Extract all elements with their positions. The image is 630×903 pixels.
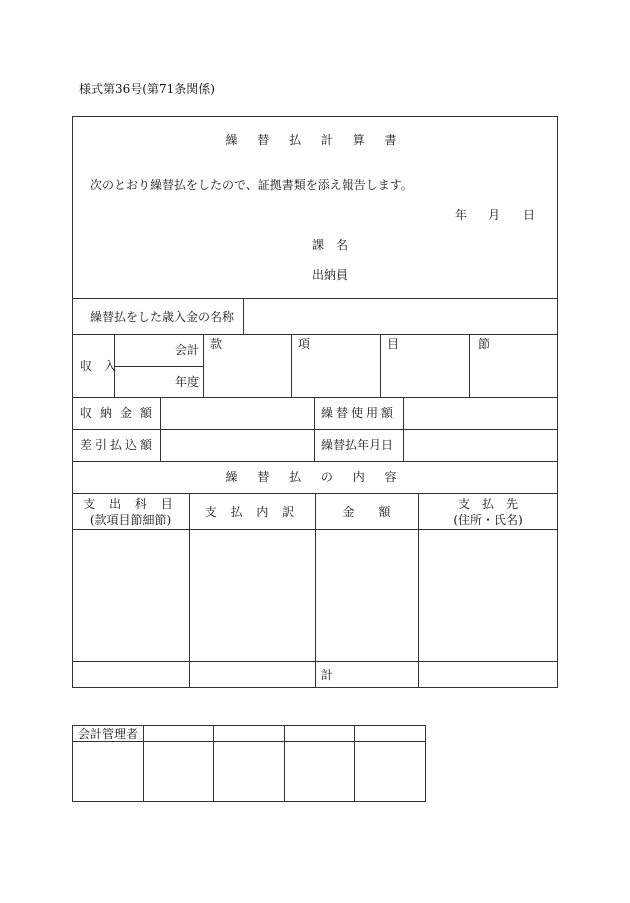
divider xyxy=(72,397,558,398)
form-number: 様式第36号(第71条関係) xyxy=(79,82,215,96)
payee-subheader: (住所・氏名) xyxy=(453,513,523,527)
kan-label: 款 xyxy=(210,337,223,351)
divider xyxy=(72,334,558,335)
divider xyxy=(291,334,292,397)
breakdown-header: 支 払 内 訳 xyxy=(204,505,300,519)
revenue-name-label: 繰替払をした歳入金の名称 xyxy=(90,310,235,324)
divider xyxy=(469,334,470,397)
kou-label: 項 xyxy=(298,337,311,351)
staff-label: 出納員 xyxy=(312,268,349,282)
amount-header: 金 額 xyxy=(342,505,391,519)
expense-item-subheader: (款項目節細節) xyxy=(89,513,172,527)
date-day-label: 日 xyxy=(523,208,536,222)
accounting-label: 会計 xyxy=(175,343,200,357)
divider xyxy=(203,334,204,397)
divider xyxy=(72,741,426,742)
section-name-label: 課 名 xyxy=(312,238,349,252)
setsu-label: 節 xyxy=(478,337,491,351)
form-title: 繰 替 払 計 算 書 xyxy=(225,133,405,147)
intro-text: 次のとおり繰替払をしたので、証拠書類を添え報告します。 xyxy=(90,178,413,192)
divider xyxy=(354,725,355,802)
fiscal-year-label: 年度 xyxy=(175,375,200,389)
total-label: 計 xyxy=(321,668,334,682)
divider xyxy=(189,493,190,688)
revenue-name-field[interactable] xyxy=(244,299,557,334)
divider xyxy=(72,529,558,530)
moku-label: 目 xyxy=(387,337,400,351)
usage-amount-label: 繰替使用額 xyxy=(321,406,397,420)
payment-date-label: 繰替払年月日 xyxy=(321,438,394,452)
divider xyxy=(380,334,381,397)
received-amount-label: 収納金額 xyxy=(80,406,161,420)
content-title: 繰 替 払 の 内 容 xyxy=(225,470,405,484)
manager-label: 会計管理者 xyxy=(78,727,139,741)
payee-header: 支 払 先 xyxy=(457,497,518,511)
divider xyxy=(284,725,285,802)
date-month-label: 月 xyxy=(488,208,501,222)
date-year-label: 年 xyxy=(455,208,468,222)
income-label: 収入 xyxy=(80,359,129,373)
divider xyxy=(72,461,558,462)
divider xyxy=(72,429,558,430)
expense-item-header: 支 出 科 目 xyxy=(83,497,178,511)
divider xyxy=(213,725,214,802)
divider xyxy=(72,661,558,662)
divider xyxy=(143,725,144,802)
net-payment-label: 差引払込額 xyxy=(80,438,156,452)
divider xyxy=(315,493,316,688)
